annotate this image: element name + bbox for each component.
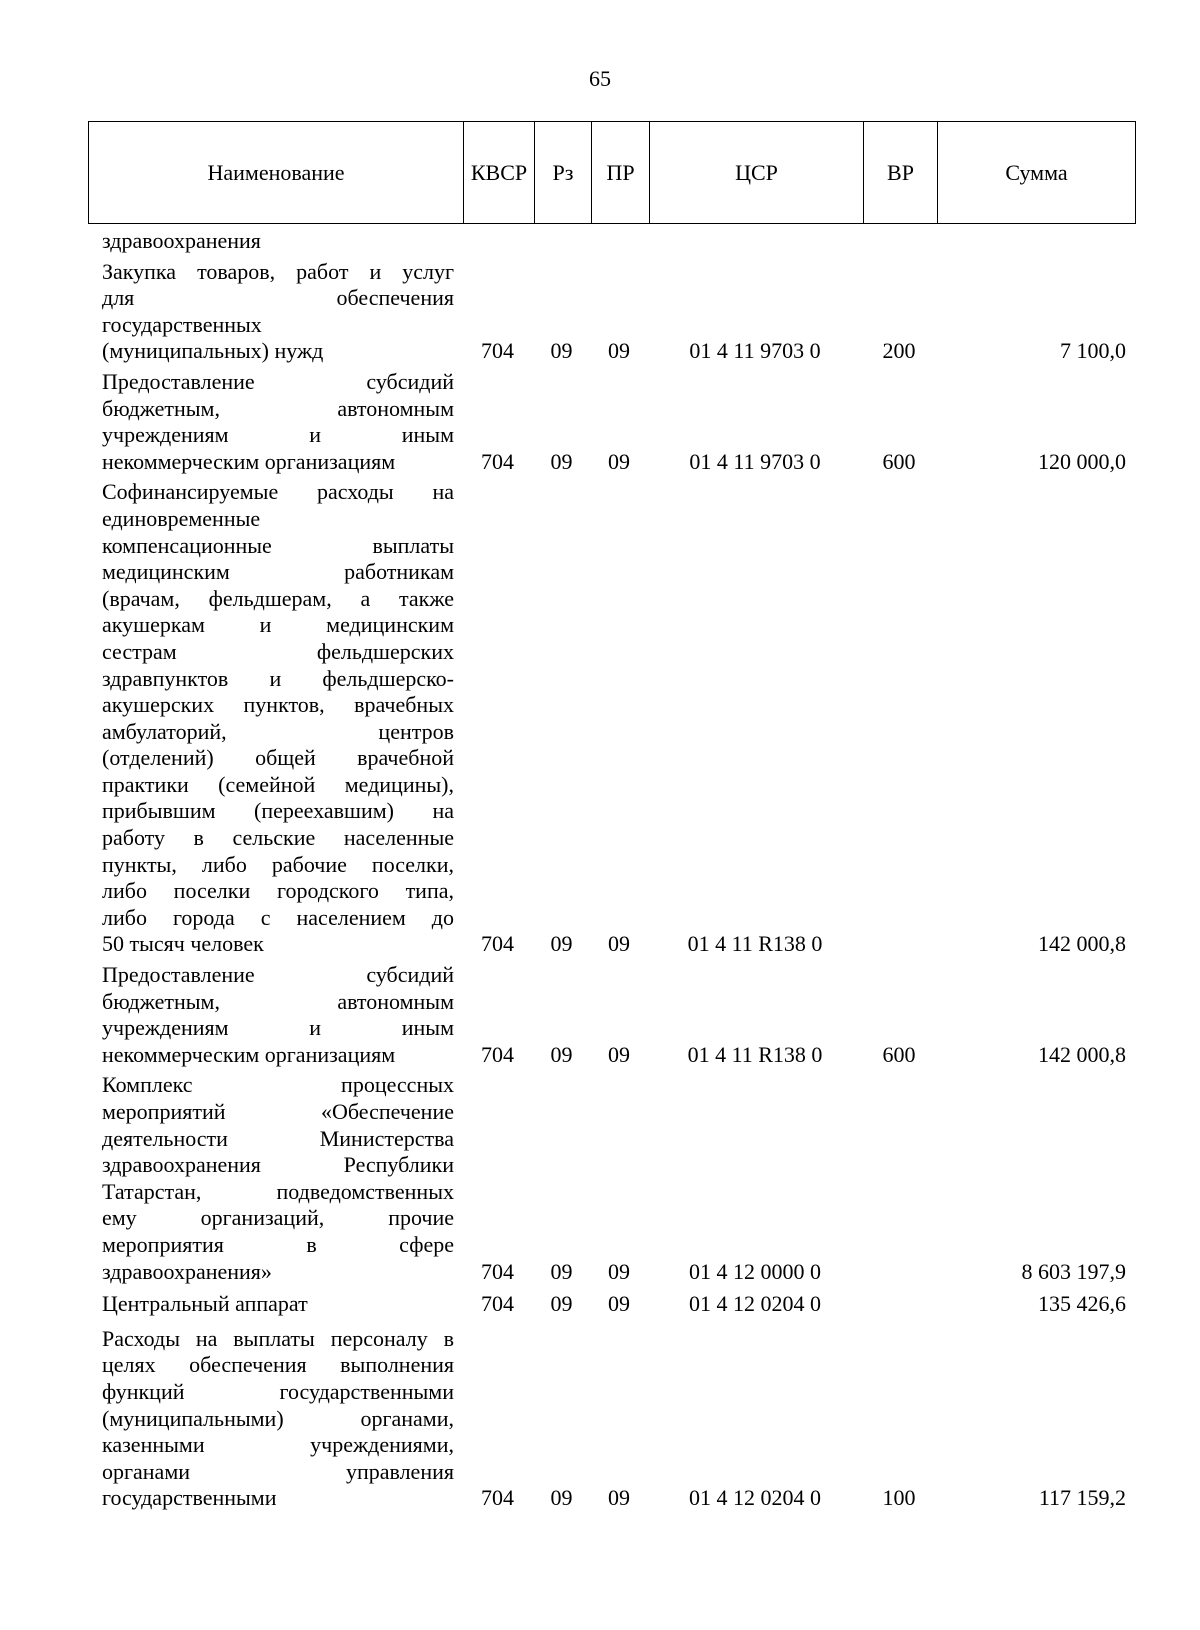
row-name (88, 1326, 462, 1512)
row-name-line: некоммерческим организациям (102, 448, 396, 474)
row-name-line: целях обеспечения выполнения (102, 1352, 454, 1378)
table-row (88, 228, 1136, 255)
row-vr: 100 (882, 1485, 916, 1511)
row-name (88, 259, 462, 365)
row-name-line: деятельности Министерства (102, 1125, 454, 1151)
row-name-line: Предоставление субсидий (102, 962, 454, 988)
row-rz: 09 (550, 1291, 573, 1317)
row-csr: 01 4 11 9703 0 (689, 338, 821, 364)
row-name (88, 228, 462, 255)
row-name-line: функций государственными (102, 1378, 454, 1404)
row-name (88, 1291, 462, 1318)
row-name-line: (отделений) общей врачебной (102, 745, 454, 771)
row-name-line: либо города с населением до (102, 904, 454, 930)
row-pr: 09 (608, 1041, 630, 1067)
header-csr: ЦСР (649, 122, 863, 223)
row-kvsr: 704 (481, 931, 514, 957)
row-name-line: здравпунктов и фельдшерско- (102, 665, 454, 691)
row-name-line: здравоохранения» (102, 1258, 272, 1284)
row-name-line: учреждениям и иным (102, 1015, 454, 1041)
row-rz: 09 (550, 1485, 573, 1511)
table-row (88, 962, 1136, 1068)
row-pr: 09 (608, 1291, 630, 1317)
row-kvsr: 704 (481, 448, 514, 474)
row-name (88, 962, 462, 1068)
header-vr: ВР (863, 122, 937, 223)
row-name (88, 479, 462, 958)
table-row (88, 259, 1136, 365)
row-kvsr: 704 (481, 338, 514, 364)
row-csr: 01 4 12 0000 0 (689, 1258, 821, 1284)
row-rz: 09 (550, 448, 573, 474)
row-csr: 01 4 12 0204 0 (689, 1485, 821, 1511)
row-name-line: (муниципальными) органами, (102, 1405, 454, 1431)
row-name-line: прибывшим (переехавшим) на (102, 798, 454, 824)
row-name-line: ему организаций, прочие (102, 1205, 454, 1231)
row-sum: 120 000,0 (1038, 448, 1126, 474)
row-name-line: учреждениям и иным (102, 422, 454, 448)
row-rz: 09 (550, 338, 573, 364)
row-name-line: органами управления (102, 1458, 454, 1484)
row-sum: 142 000,8 (1038, 1041, 1126, 1067)
row-name-line: бюджетным, автономным (102, 395, 454, 421)
row-name-line: медицинским работникам (102, 559, 454, 585)
row-name-line: Татарстан, подведомственных (102, 1178, 454, 1204)
row-name-line: бюджетным, автономным (102, 988, 454, 1014)
row-csr: 01 4 12 0204 0 (689, 1291, 821, 1317)
row-name (88, 369, 462, 475)
table-row (88, 479, 1136, 958)
row-rz: 09 (550, 931, 573, 957)
row-sum: 135 426,6 (1038, 1291, 1126, 1317)
row-name-line: пункты, либо рабочие поселки, (102, 851, 454, 877)
row-sum: 142 000,8 (1038, 931, 1126, 957)
table-body (88, 228, 1136, 1512)
row-kvsr: 704 (481, 1041, 514, 1067)
row-name-line: государственными (102, 1485, 277, 1511)
page-number: 65 (589, 66, 611, 91)
row-name-line: амбулаторий, центров (102, 718, 454, 744)
row-csr: 01 4 11 R138 0 (687, 1041, 823, 1067)
row-name-line: Софинансируемые расходы на (102, 479, 454, 505)
row-name-line: компенсационные выплаты (102, 532, 454, 558)
row-name-line: (врачам, фельдшерам, а также (102, 585, 454, 611)
row-name-line: либо поселки городского типа, (102, 878, 454, 904)
row-kvsr: 704 (481, 1485, 514, 1511)
row-kvsr: 704 (481, 1291, 514, 1317)
row-name-line: мероприятий «Обеспечение (102, 1099, 454, 1124)
row-vr: 600 (882, 1041, 916, 1067)
row-name-line: казенными учреждениями, (102, 1432, 454, 1458)
row-sum: 7 100,0 (1060, 338, 1126, 364)
row-name-line: практики (семейной медицины), (102, 771, 454, 797)
table-row (88, 1326, 1136, 1512)
header-rz: Рз (534, 122, 591, 223)
row-name-line: сестрам фельдшерских (102, 638, 454, 664)
row-pr: 09 (608, 448, 630, 474)
row-rz: 09 (550, 1041, 573, 1067)
header-name: Наименование (207, 159, 345, 185)
row-name-line: здравоохранения (102, 228, 261, 253)
row-vr: 200 (882, 338, 916, 364)
row-name-line: работу в сельские населенные (102, 825, 454, 851)
row-name-line: 50 тысяч человек (102, 931, 264, 957)
row-name-line: Комплекс процессных (102, 1072, 454, 1098)
row-vr: 600 (882, 448, 916, 474)
table-row (88, 1072, 1136, 1285)
header-pr: ПР (591, 122, 649, 223)
row-name-line: мероприятия в сфере (102, 1231, 454, 1257)
table-row (88, 369, 1136, 475)
row-csr: 01 4 11 9703 0 (689, 448, 821, 474)
row-name-line: единовременные (102, 505, 261, 531)
row-name-line: здравоохранения Республики (102, 1152, 454, 1178)
row-name (88, 1072, 462, 1285)
row-name-line: акушеркам и медицинским (102, 612, 454, 638)
row-name-line: некоммерческим организациям (102, 1041, 396, 1067)
row-sum: 8 603 197,9 (1021, 1258, 1126, 1284)
table-header (88, 121, 1136, 224)
row-name-line: Расходы на выплаты персоналу в (102, 1325, 454, 1351)
row-name-line: акушерских пунктов, врачебных (102, 692, 454, 718)
row-pr: 09 (608, 1258, 630, 1284)
row-name-line: Предоставление субсидий (102, 368, 454, 394)
row-name-line: государственных (102, 311, 262, 337)
row-name-line: Закупка товаров, работ и услуг (102, 258, 454, 284)
row-csr: 01 4 11 R138 0 (687, 931, 823, 957)
row-kvsr: 704 (481, 1258, 514, 1284)
row-rz: 09 (550, 1258, 573, 1284)
row-name-line: (муниципальных) нужд (102, 338, 324, 364)
row-pr: 09 (608, 338, 630, 364)
row-name-line: для обеспечения (102, 285, 454, 311)
header-kvsr: КВСР (463, 122, 534, 223)
row-pr: 09 (608, 931, 630, 957)
row-pr: 09 (608, 1485, 630, 1511)
row-name-line: Центральный аппарат (102, 1291, 308, 1317)
table-row (88, 1291, 1136, 1318)
row-sum: 117 159,2 (1038, 1485, 1126, 1511)
header-sum: Сумма (937, 122, 1135, 223)
